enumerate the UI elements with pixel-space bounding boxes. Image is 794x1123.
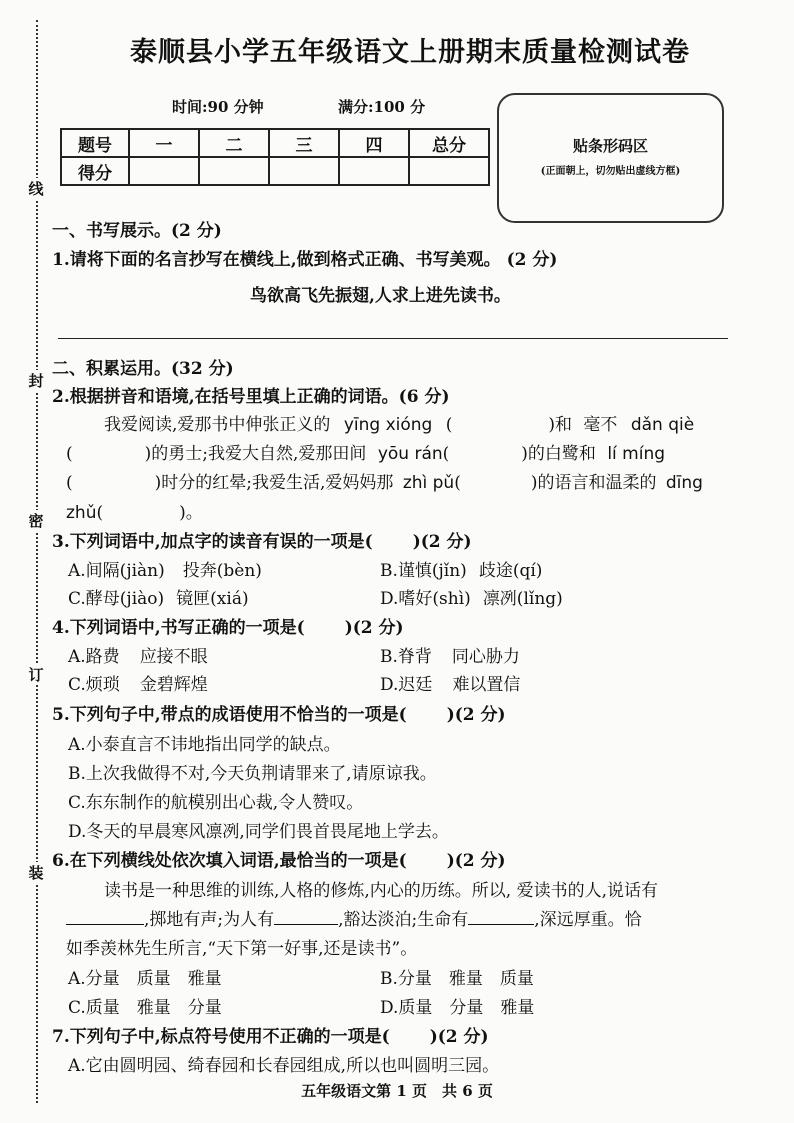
question-7-stem: 7.下列句子中,标点符号使用不正确的一项是( )(2 分) <box>52 1027 489 1047</box>
exam-title: 泰顺县小学五年级语文上册期末质量检测试卷 <box>130 37 690 68</box>
pinyin: yīng xióng <box>343 415 433 435</box>
q4-option-a[interactable]: A.路费 应接不眼 <box>68 647 208 667</box>
score-cell: 总分 <box>409 129 489 157</box>
question-2-line-1: 我爱阅读,爱那书中伸张正义的 yīng xióng ( )和 毫不 dǎn qiè <box>104 415 695 435</box>
section1-heading: 一、书写展示。(2 分) <box>52 221 222 241</box>
fill-blank[interactable] <box>66 908 144 925</box>
pinyin: yōu rán <box>377 444 443 464</box>
q6-passage-line-2: ,掷地有声;为人有 ,豁达淡泊;生命有 ,深远厚重。恰 <box>66 905 642 930</box>
score-cell: 四 <box>339 129 409 157</box>
q6-passage-line-3: 如季羡林先生所言,“天下第一好事,还是读书”。 <box>66 939 418 959</box>
q3-option-d[interactable]: D.嗜好(shì) 凛冽(lǐng) <box>380 589 563 609</box>
exam-full-score: 满分:100 分 <box>338 98 426 116</box>
score-input-cell[interactable] <box>129 157 199 185</box>
q6-option-a[interactable]: A.分量 质量 雅量 <box>68 969 222 989</box>
barcode-note: (正面朝上，切勿贴出虚线方框) <box>540 166 681 177</box>
margin-mark: 装 <box>24 862 48 883</box>
score-table-score-row <box>61 157 489 185</box>
question-3-stem: 3.下列词语中,加点字的读音有误的一项是( )(2 分) <box>52 532 472 552</box>
q7-option-a[interactable]: A.它由圆明园、绮春园和长春园组成,所以也叫圆明三园。 <box>68 1056 500 1076</box>
q3-option-b[interactable]: B.谨慎(jǐn) 歧途(qí) <box>380 561 543 581</box>
score-cell: 得分 <box>61 157 129 185</box>
fill-blank[interactable] <box>274 908 338 925</box>
margin-mark: 密 <box>24 510 48 531</box>
score-cell: 题号 <box>61 129 129 157</box>
pinyin: dǎn qiè <box>630 415 695 435</box>
score-input-cell[interactable] <box>199 157 269 185</box>
margin-mark: 线 <box>24 178 48 199</box>
barcode-area <box>497 93 724 223</box>
q6-option-c[interactable]: C.质量 雅量 分量 <box>68 998 222 1018</box>
pinyin: zhǔ <box>66 503 97 523</box>
pinyin: zhì pǔ <box>402 473 455 493</box>
margin-mark: 订 <box>24 664 48 685</box>
score-cell: 二 <box>199 129 269 157</box>
q3-option-a[interactable]: A.间隔(jiàn) 投奔(bèn) <box>68 561 262 581</box>
score-table <box>60 128 490 186</box>
score-table-header-row <box>61 129 489 157</box>
q5-option-b[interactable]: B.上次我做得不对,今天负荆请罪来了,请原谅我。 <box>68 764 437 784</box>
margin-mark: 封 <box>24 370 48 391</box>
question-6-stem: 6.在下列横线处依次填入词语,最恰当的一项是( )(2 分) <box>52 851 506 871</box>
q4-option-b[interactable]: B.脊背 同心胁力 <box>380 647 520 667</box>
question-2-line-3: ( )时分的红晕;我爱生活,爱妈妈那 zhì pǔ( )的语言和温柔的 dīng <box>66 473 703 493</box>
score-input-cell[interactable] <box>409 157 489 185</box>
quote-text: 鸟欲高飞先振翅,人求上进先读书。 <box>250 286 511 306</box>
q5-option-a[interactable]: A.小泰直言不讳地指出同学的缺点。 <box>68 735 341 755</box>
q4-option-d[interactable]: D.迟廷 难以置信 <box>380 675 521 695</box>
barcode-title: 贴条形码区 <box>572 137 648 155</box>
page-footer: 五年级语文第 1 页 共 6 页 <box>301 1082 493 1100</box>
pinyin: dīng <box>665 473 703 493</box>
q3-option-c[interactable]: C.酵母(jiào) 镜匣(xiá) <box>68 589 249 609</box>
score-input-cell[interactable] <box>269 157 339 185</box>
score-cell: 一 <box>129 129 199 157</box>
q4-option-c[interactable]: C.烦琐 金碧辉煌 <box>68 675 208 695</box>
q6-option-d[interactable]: D.质量 分量 雅量 <box>380 998 535 1018</box>
q5-option-d[interactable]: D.冬天的早晨寒风凛冽,同学们畏首畏尾地上学去。 <box>68 822 449 842</box>
q6-option-b[interactable]: B.分量 雅量 质量 <box>380 969 534 989</box>
question-2-line-4: zhǔ( )。 <box>66 503 203 523</box>
score-input-cell[interactable] <box>339 157 409 185</box>
question-4-stem: 4.下列词语中,书写正确的一项是( )(2 分) <box>52 618 404 638</box>
q5-option-c[interactable]: C.东东制作的航模别出心裁,令人赞叹。 <box>68 793 364 813</box>
question-1: 1.请将下面的名言抄写在横线上,做到格式正确、书写美观。 (2 分) <box>52 250 558 270</box>
pinyin: lí míng <box>607 444 666 464</box>
handwriting-line[interactable] <box>58 338 728 339</box>
fill-blank[interactable] <box>468 908 534 925</box>
exam-time: 时间:90 分钟 <box>172 98 264 116</box>
question-2-stem: 2.根据拼音和语境,在括号里填上正确的词语。(6 分) <box>52 387 450 407</box>
section2-heading: 二、积累运用。(32 分) <box>52 359 234 379</box>
q6-passage-line-1: 读书是一种思维的训练,人格的修炼,内心的历练。所以, 爱读书的人,说话有 <box>104 881 659 901</box>
question-2-line-2: ( )的勇士;我爱大自然,爱那田间 yōu rán( )的白鹭和 lí míng <box>66 444 666 464</box>
score-cell: 三 <box>269 129 339 157</box>
question-5-stem: 5.下列句子中,带点的成语使用不恰当的一项是( )(2 分) <box>52 705 506 725</box>
